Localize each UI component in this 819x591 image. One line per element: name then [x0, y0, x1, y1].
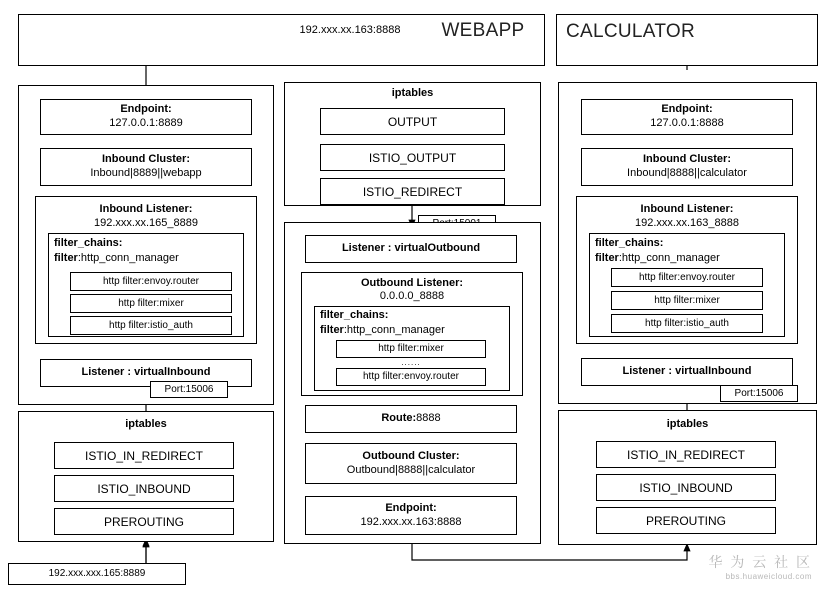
- center-filter-prefix: filter: [320, 324, 344, 336]
- calculator-iptables-chain-0-label: ISTIO_IN_REDIRECT: [626, 448, 746, 462]
- calculator-endpoint-box: [581, 99, 793, 135]
- calculator-iptables-title: iptables: [666, 418, 709, 430]
- center-route-title: Route:: [381, 412, 417, 424]
- calculator-http-filter-2-label: http filter:istio_auth: [645, 318, 729, 329]
- watermark: [617, 552, 812, 581]
- center-iptables-chain-0-label: OUTPUT: [387, 115, 438, 129]
- calculator-port-15006-label: Port:15006: [734, 388, 784, 399]
- center-iptables-chain-2-label: ISTIO_REDIRECT: [362, 185, 463, 199]
- calculator-iptables-chain-1-label: ISTIO_INBOUND: [639, 481, 733, 495]
- calculator-filter-line: [595, 252, 781, 266]
- webapp-endpoint-title: Endpoint:: [120, 103, 172, 116]
- webapp-iptables-chain-2-label: PREROUTING: [103, 515, 184, 529]
- center-http-filter-2-label: http filter:envoy.router: [363, 371, 459, 382]
- watermark-line-1: 华 为 云 社 区: [708, 554, 812, 570]
- center-outbound-cluster-box: [305, 443, 517, 484]
- calculator-http-filter-1-label: http filter:mixer: [654, 295, 720, 306]
- center-outbound-cluster-title: Outbound Cluster:: [362, 449, 460, 462]
- center-outbound-listener-value: 0.0.0.0_8888: [379, 290, 445, 302]
- calculator-filter-prefix: filter: [595, 252, 619, 264]
- webapp-iptables-chain-1-label: ISTIO_INBOUND: [97, 482, 191, 496]
- center-filter-chains-label: filter_chains:: [320, 309, 389, 321]
- center-http-filter-0-label: http filter:mixer: [378, 343, 444, 354]
- center-endpoint-box: [305, 496, 517, 535]
- center-endpoint-value: 192.xxx.xx.163:8888: [360, 515, 462, 528]
- center-route-line: [305, 412, 517, 426]
- calculator-http-filter-0-label: http filter:envoy.router: [639, 272, 735, 283]
- calculator-inbound-cluster-box: [581, 148, 793, 186]
- webapp-virtual-inbound-listener-label: Listener : virtualInbound: [81, 366, 211, 378]
- webapp-filter-suffix: :http_conn_manager: [77, 252, 179, 264]
- center-filter-suffix: :http_conn_manager: [343, 324, 445, 336]
- calculator-endpoint-title: Endpoint:: [661, 103, 713, 116]
- calculator-inbound-listener-title: Inbound Listener:: [640, 203, 734, 215]
- calculator-filter-chains-label: filter_chains:: [595, 237, 664, 249]
- center-iptables-title: iptables: [391, 87, 434, 99]
- webapp-inbound-listener-title: Inbound Listener:: [99, 203, 193, 215]
- webapp-inbound-cluster-box: [40, 148, 252, 186]
- webapp-inbound-cluster-value: Inbound|8889||webapp: [90, 167, 202, 179]
- center-virtual-outbound-listener-label: Listener : virtualOutbound: [341, 242, 481, 254]
- webapp-http-filter-2-label: http filter:istio_auth: [109, 320, 193, 331]
- center-filter-line: [320, 324, 506, 338]
- webapp-http-filter-0-label: http filter:envoy.router: [103, 276, 199, 287]
- webapp-http-filter-1-label: http filter:mixer: [118, 298, 184, 309]
- calculator-iptables-chain-2-label: PREROUTING: [645, 514, 726, 528]
- center-http-filter-ellipsis: ......: [401, 358, 421, 367]
- webapp-inbound-listener-value: 192.xxx.xx.165_8889: [94, 217, 198, 229]
- calculator-filter-suffix: :http_conn_manager: [618, 252, 720, 264]
- calculator-virtual-inbound-listener-label: Listener : virtualInbound: [622, 365, 752, 377]
- center-outbound-cluster-value: Outbound|8888||calculator: [346, 463, 476, 476]
- bottom-address-label: 192.xxx.xxx.165:8889: [48, 568, 146, 579]
- calculator-title: CALCULATOR: [566, 21, 695, 42]
- webapp-filter-line: [54, 252, 240, 266]
- webapp-inbound-cluster-title: Inbound Cluster:: [102, 153, 190, 166]
- calculator-inbound-cluster-value: Inbound|8888||calculator: [627, 167, 747, 179]
- watermark-line-2: bbs.huaweicloud.com: [725, 572, 812, 581]
- webapp-endpoint-box: [40, 99, 252, 135]
- center-iptables-chain-1-label: ISTIO_OUTPUT: [368, 151, 457, 165]
- webapp-filter-chains-label: filter_chains:: [54, 237, 123, 249]
- center-route-value: 8888: [416, 412, 441, 424]
- webapp-filter-prefix: filter: [54, 252, 78, 264]
- webapp-iptables-chain-0-label: ISTIO_IN_REDIRECT: [84, 449, 204, 463]
- webapp-port-15006-label: Port:15006: [164, 384, 214, 395]
- webapp-title: WEBAPP: [441, 20, 525, 41]
- calculator-inbound-cluster-title: Inbound Cluster:: [643, 153, 731, 166]
- calculator-inbound-listener-value: 192.xxx.xx.163_8888: [635, 217, 739, 229]
- calculator-endpoint-value: 127.0.0.1:8888: [650, 117, 724, 129]
- webapp-iptables-title: iptables: [125, 418, 167, 430]
- center-endpoint-title: Endpoint:: [385, 501, 437, 514]
- center-outbound-listener-title: Outbound Listener:: [360, 277, 464, 289]
- top-address-label: 192.xxx.xx.163:8888: [299, 24, 401, 36]
- webapp-endpoint-value: 127.0.0.1:8889: [109, 117, 183, 129]
